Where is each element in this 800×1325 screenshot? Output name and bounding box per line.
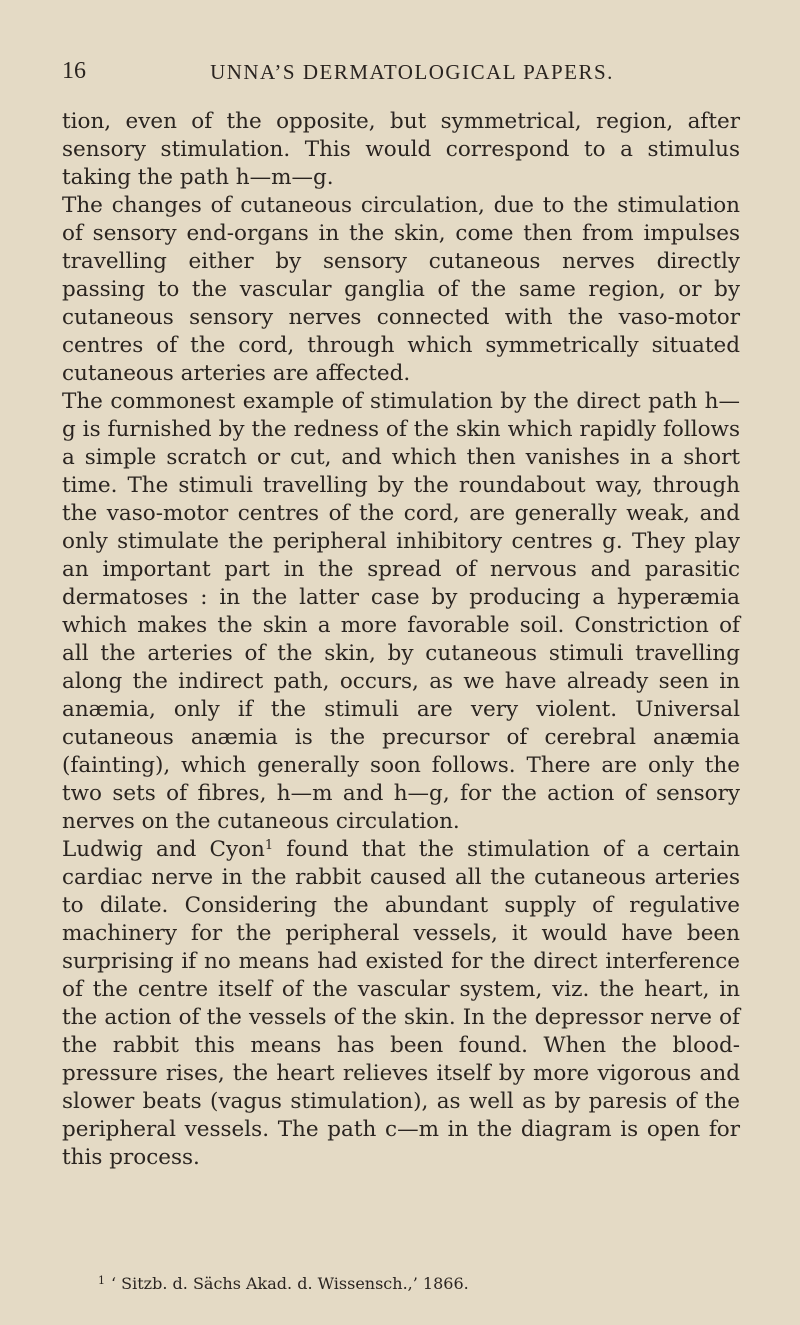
paragraph-4-start: Ludwig and Cyon — [62, 837, 265, 862]
running-head: UNNA’S DERMATOLOGICAL PAPERS. — [210, 60, 614, 84]
paragraph-2: The changes of cutaneous circulation, due to the stimulation of sensory end-organs in the skin, come then from impulses travelling either by sensory cutaneous nerves directly passing to the vascular ganglia of the same region, or by cutaneous sensory nerves connected with the vaso-motor centres of the cord, through which symmetrically situated cutaneous arteries are affected. — [62, 193, 740, 386]
paragraph-4 — [62, 836, 740, 1172]
paragraph-1: tion, even of the opposite, but symmetrical, region, after sensory stimulation. This would correspond to a stimulus taking the path h—m—g. — [62, 109, 740, 190]
footnote — [98, 1274, 469, 1293]
page-header — [62, 58, 722, 92]
body-text — [62, 108, 740, 1172]
page-number: 16 — [62, 58, 86, 84]
paragraph-3: The commonest example of stimulation by the direct path h—g is furnished by the redness of the skin which rapidly follows a simple scratch or cut, and which then vanishes in a short time. The stimuli travelling by the roundabout way, through the vaso-motor centres of the cord, are generally weak, and only stimulate the peripheral inhibitory centres g. They play an important part in the spread of nervous and parasitic dermatoses : in the latter case by producing a hyperæmia which makes the skin a more favorable soil. Constriction of all the arteries of the skin, by cutaneous stimuli travelling along the indirect path, occurs, as we have already seen in anæmia, only if the stimuli are very violent. Universal cutaneous anæmia is the precursor of cerebral anæmia (fainting), which generally soon follows. There are only the two sets of fibres, h—m and h—g, for the action of sensory nerves on the cutaneous circulation. — [62, 389, 740, 834]
footnote-mark: 1 — [98, 1274, 105, 1287]
footnote-text: ‘ Sitzb. d. Sächs Akad. d. Wissensch.,’ 1866. — [111, 1274, 469, 1293]
footnote-reference: 1 — [264, 838, 274, 853]
paragraph-4-rest: found that the stimulation of a certain cardiac nerve in the rabbit caused all the cutaneous arteries to dilate. Considering the abundant supply of regulative machinery for the peripheral vessels, it would have been surprising if no means had existed for the direct interference of the centre itself of the vascular system, viz. the heart, in the action of the vessels of the skin. In the depressor nerve of the rabbit this means has been found. When the blood-pressure rises, the heart relieves itself by more vigorous and slower beats (vagus stimulation), as well as by paresis of the peripheral vessels. The path c—m in the diagram is open for this process. — [62, 837, 740, 1170]
